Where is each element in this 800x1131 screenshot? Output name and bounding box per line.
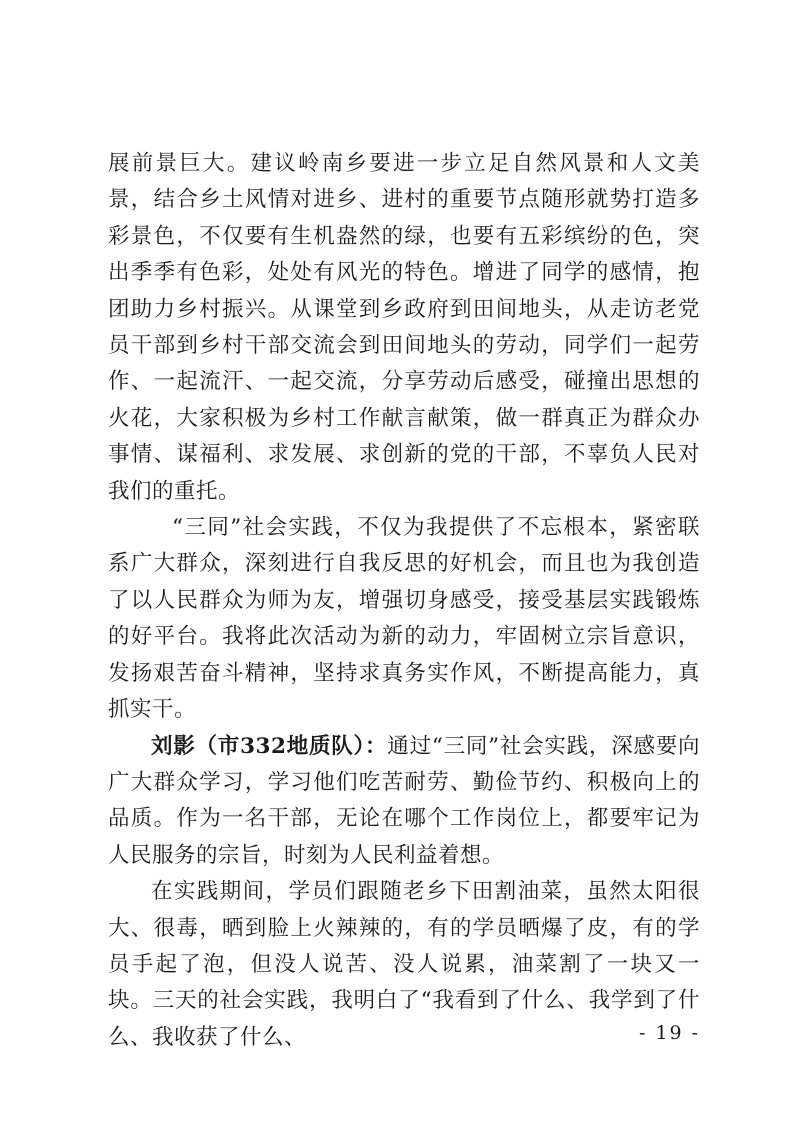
paragraph-practice-period: 在实践期间，学员们跟随老乡下田割油菜，虽然太阳很大、很毒，晒到脸上火辣辣的，有的学员晒爆了皮，有的学员手起了泡，但没人说苦、没人说累，油菜割了一块又一块。三天的社会实践，我明白了“我看到了什么、我学到了什么、我收获了什么、 [108,879,700,1050]
paragraph-liu-ying [108,729,700,875]
speaker-name: 刘影（市332地质队）： [151,733,388,759]
paragraph-liu-ying-text: 通过“三同”社会实践，深感要向广大群众学习，学习他们吃苦耐劳、勤俭节约、积极向上的品质。作为一名干部，无论在哪个工作岗位上，都要牢记为人民服务的宗旨，时刻为人民利益着想。 [108,733,700,868]
page-number: - 19 - [639,1022,701,1044]
paragraph-continued: 展前景巨大。建议岭南乡要进一步立足自然风景和人文美景，结合乡土风情对进乡、进村的重要节点随形就势打造多彩景色，不仅要有生机盎然的绿，也要有五彩缤纷的色，突出季季有色彩，处处有风光的特色。增进了同学的感情，抱团助力乡村振兴。从课堂到乡政府到田间地头，从走访老党员干部到乡村干部交流会到田间地头的劳动，同学们一起劳作、一起流汗、一起交流，分享劳动后感受，碰撞出思想的火花，大家积极为乡村工作献言献策，做一群真正为群众办事情、谋福利、求发展、求创新的党的干部，不辜负人民对我们的重托。 [108,151,700,504]
document-body [108,146,700,1056]
paragraph-three-same: “三同”社会实践，不仅为我提供了不忘根本，紧密联系广大群众，深刻进行自我反思的好机会，而且也为我创造了以人民群众为师为友，增强切身感受，接受基层实践锻炼的好平台。我将此次活动为新的动力，牢固树立宗旨意识，发扬艰苦奋斗精神，坚持求真务实作风，不断提高能力，真抓实干。 [108,515,700,723]
